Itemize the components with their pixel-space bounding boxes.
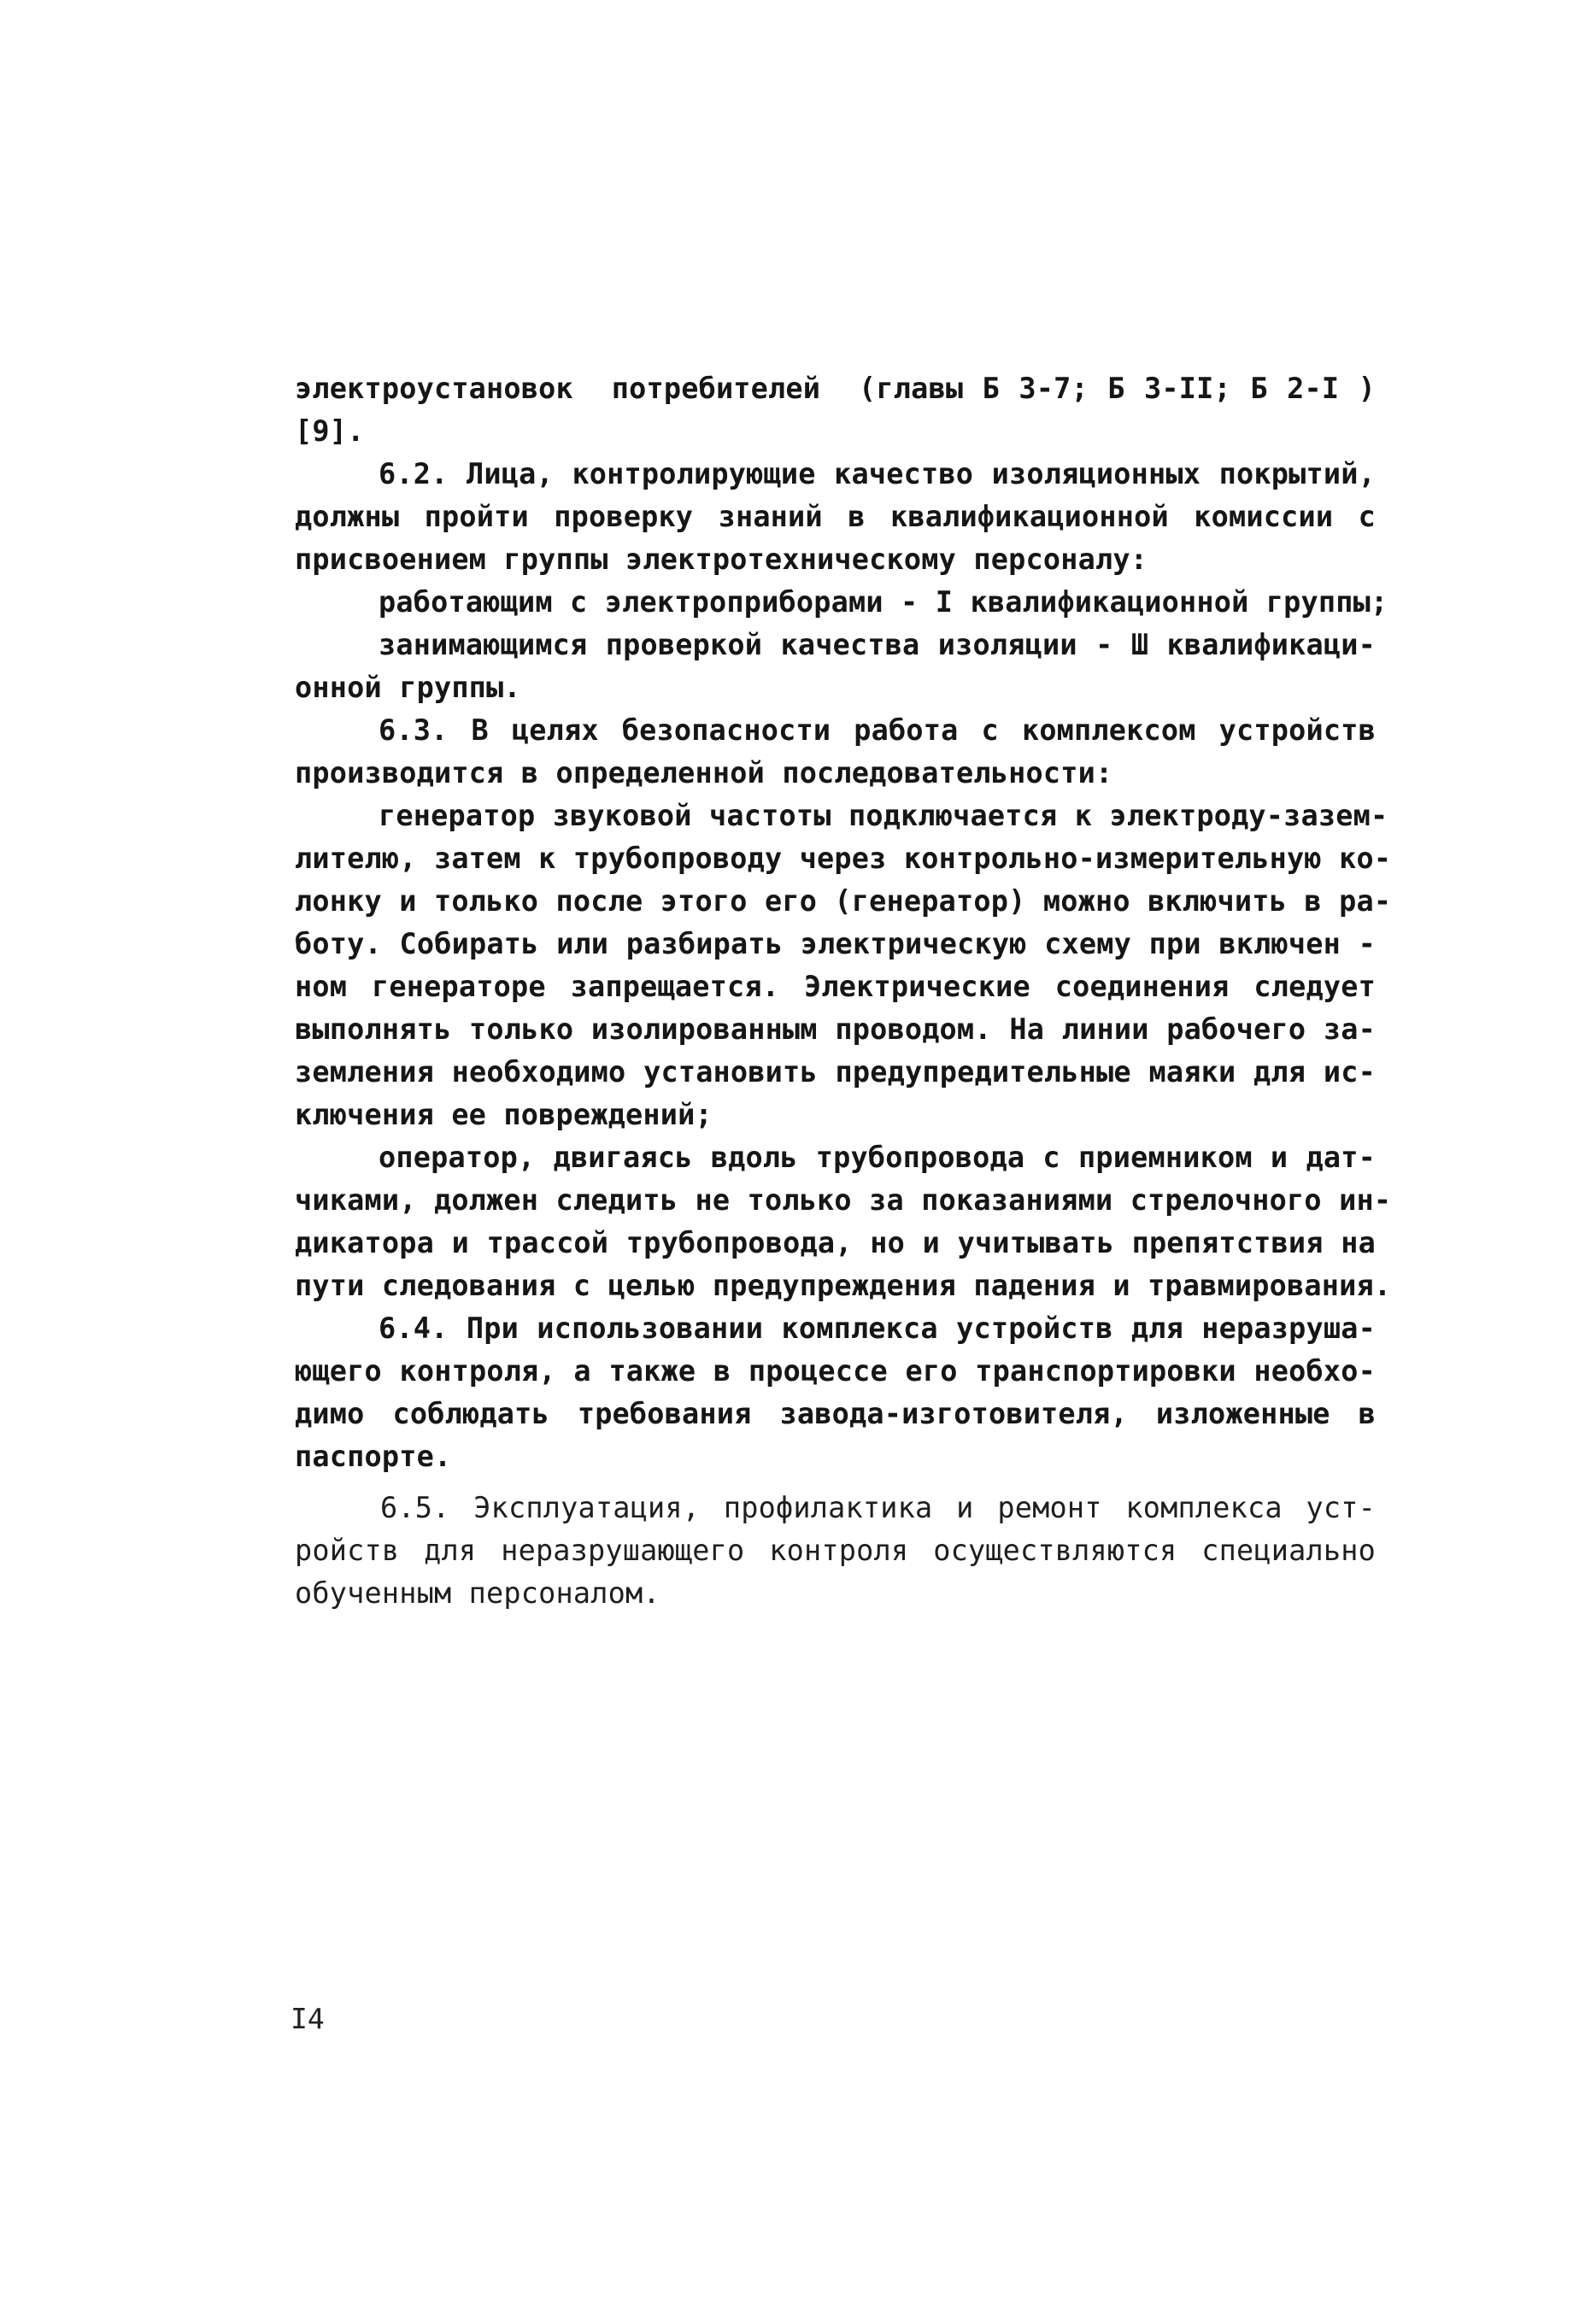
paragraph-gap: [295, 1478, 1376, 1487]
text-line: ющего контроля, а также в процессе его транспортировки необхо-: [295, 1354, 1376, 1388]
text-line: ройств для неразрушающего контроля осуществляются специально: [295, 1534, 1376, 1567]
text-line: [9].: [295, 414, 365, 448]
text-line: лонку и только после этого его (генератор) можно включить в ра-: [295, 884, 1392, 918]
text-line: чиками, должен следить не только за показаниями стрелочного ин-: [295, 1183, 1392, 1217]
text-line: оператор, двигаясь вдоль трубопровода с приемником и дат-: [379, 1141, 1376, 1174]
paragraph-6-4-line: 6.4. При использовании комплекса устройств для неразруша-: [379, 1312, 1376, 1345]
text-line: ном генераторе запрещается. Электрические соединения следует: [295, 970, 1376, 1003]
text-line: обученным персоналом.: [295, 1576, 660, 1610]
text-line: занимающимся проверкой качества изоляции - Ш квалификаци-: [379, 628, 1376, 661]
text-line: земления необходимо установить предупредительные маяки для ис-: [295, 1055, 1376, 1089]
text-line: боту. Собирать или разбирать электрическую схему при включен -: [295, 927, 1376, 960]
text-line: работающим с электроприборами - I квалификационной группы;: [379, 585, 1388, 619]
text-line: ключения ее повреждений;: [295, 1098, 713, 1131]
paragraph-6-3-line: 6.3. В целях безопасности работа с комплексом устройств: [379, 713, 1376, 747]
text-line: пути следования с целью предупреждения падения и травмирования.: [295, 1269, 1392, 1302]
text-line: дикатора и трассой трубопровода, но и учитывать препятствия на: [295, 1226, 1376, 1259]
text-line: присвоением группы электротехническому персоналу:: [295, 543, 1148, 576]
text-line: онной группы.: [295, 671, 521, 704]
text-line: генератор звуковой частоты подключается к электроду-зазем-: [379, 799, 1388, 832]
text-line: выполнять только изолированным проводом. На линии рабочего за-: [295, 1012, 1376, 1046]
text-line: должны пройти проверку знаний в квалификационной комиссии с: [295, 500, 1376, 533]
text-line: лителю, затем к трубопроводу через контрольно-измерительную ко-: [295, 842, 1392, 875]
document-body: [295, 367, 1392, 1615]
text-line: производится в определенной последовательности:: [295, 756, 1113, 789]
text-line: димо соблюдать требования завода-изготовителя, изложенные в: [295, 1397, 1376, 1430]
text-line: паспорте.: [295, 1440, 452, 1473]
paragraph-6-5-line: 6.5. Эксплуатация, профилактика и ремонт комплекса уст-: [380, 1491, 1376, 1524]
text-line: электроустановок потребителей (главы Б 3-7; Б 3-II; Б 2-I ): [295, 372, 1376, 405]
page-number: I4: [291, 2002, 325, 2035]
paragraph-6-2-line: 6.2. Лица, контролирующие качество изоляционных покрытий,: [379, 457, 1376, 490]
